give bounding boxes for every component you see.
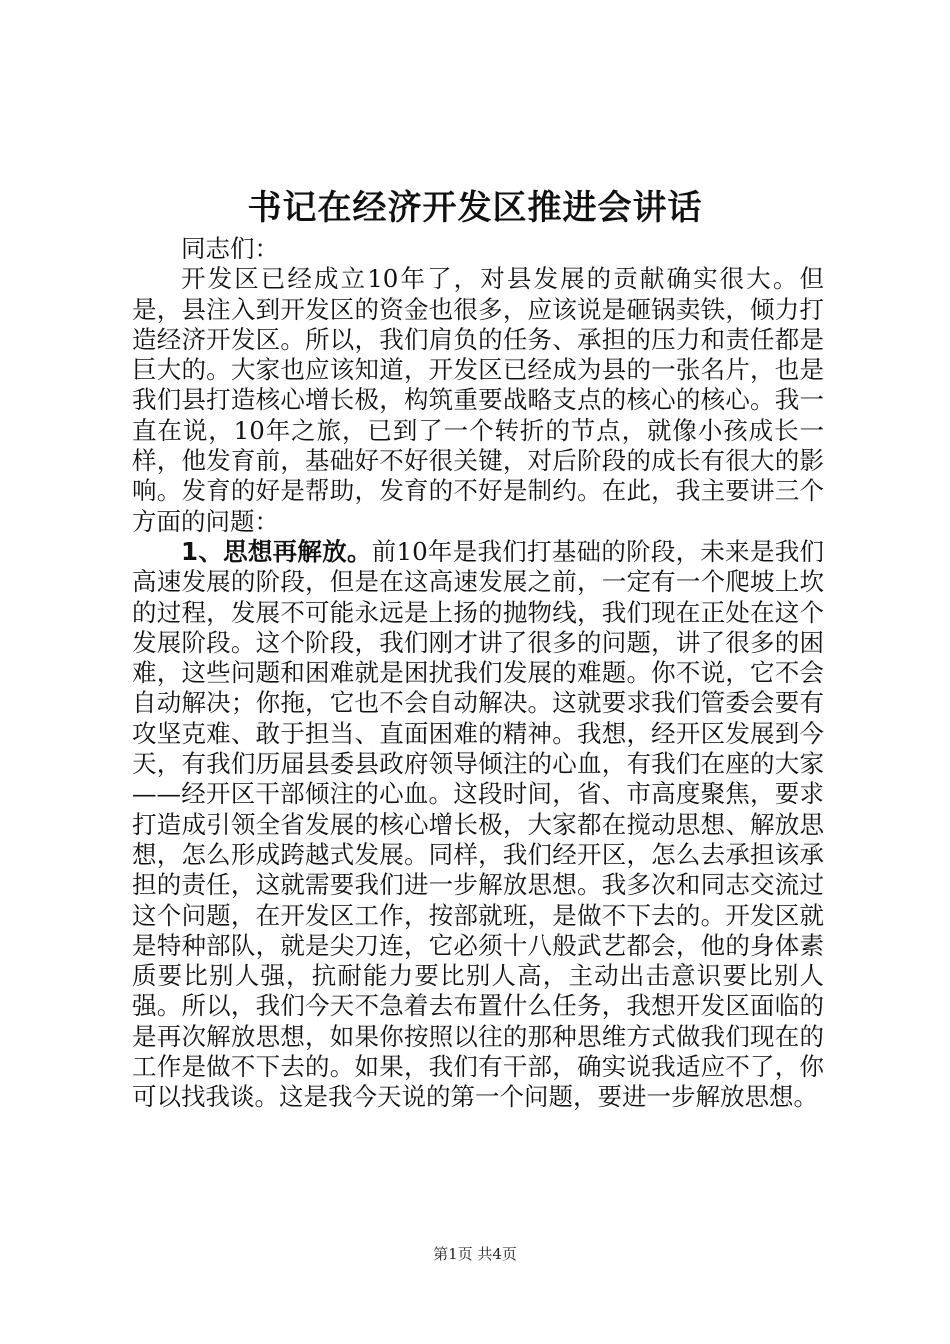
document-title: 书记在经济开发区推进会讲话 (247, 188, 703, 228)
page-footer: 第1页 共4页 (433, 1245, 517, 1263)
paragraph-intro: 开发区已经成立10年了，对县发展的贡献确实很大。但是，县注入到开发区的资金也很多，应该说是砸锅卖铁，倾力打造经济开发区。所以，我们肩负的任务、承担的压力和责任都是巨大的。大家也应该知道，开发区已经成为县的一张名片，也是我们县打造核心增长极，构筑重要战略支点的核心的核心。我一直在说，10年之旅，已到了一个转折的节点，就像小孩成长一样，他发育前，基础好不好很关键，对后阶段的成长有很大的影响。发育的好是帮助，发育的不好是制约。在此，我主要讲三个方面的问题： (132, 264, 824, 536)
document-body (132, 234, 824, 1113)
paragraph-section-1 (132, 537, 824, 1113)
section-1-text: 前10年是我们打基础的阶段，未来是我们高速发展的阶段，但是在这高速发展之前，一定有一个爬坡上坎的过程，发展不可能永远是上扬的抛物线，我们现在正处在这个发展阶段。这个阶段，我们刚才讲了很多的问题，讲了很多的困难，这些问题和困难就是困扰我们发展的难题。你不说，它不会自动解决；你拖，它也不会自动解决。这就要求我们管委会要有攻坚克难、敢于担当、直面困难的精神。我想，经开区发展到今天，有我们历届县委县政府领导倾注的心血，有我们在座的大家——经开区干部倾注的心血。这段时间，省、市高度聚焦，要求打造成引领全省发展的核心增长极，大家都在搅动思想、解放思想，怎么形成跨越式发展。同样，我们经开区，怎么去承担该承担的责任，这就需要我们进一步解放思想。我多次和同志交流过这个问题，在开发区工作，按部就班，是做不下去的。开发区就是特种部队，就是尖刀连，它必须十八般武艺都会，他的身体素质要比别人强，抗耐能力要比别人高，主动出击意识要比别人强。所以，我们今天不急着去布置什么任务，我想开发区面临的是再次解放思想，如果你按照以往的那种思维方式做我们现在的工作是做不下去的。如果，我们有干部，确实说我适应不了，你可以找我谈。这是我今天说的第一个问题，要进一步解放思想。 (132, 536, 824, 1112)
salutation: 同志们： (181, 234, 279, 263)
section-1-heading: 1、思想再解放。 (181, 536, 372, 566)
